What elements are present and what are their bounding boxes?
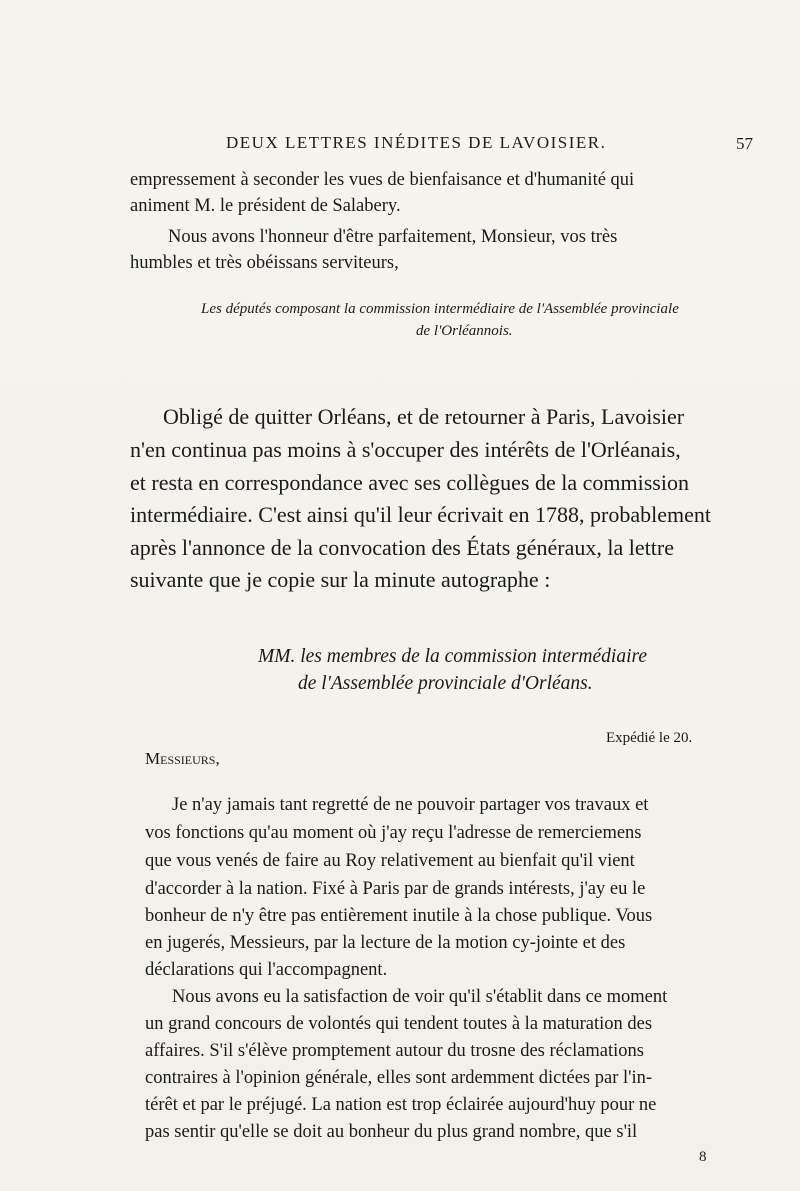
narrative-line: intermédiaire. C'est ainsi qu'il leur écrivait en 1788, probablement xyxy=(130,502,711,527)
dispatch-note: Expédié le 20. xyxy=(606,730,693,746)
page-number: 57 xyxy=(736,134,753,153)
narrative-line: et resta en correspondance avec ses collègues de la commission xyxy=(130,470,689,495)
text-line: empressement à seconder les vues de bienfaisance et d'humanité qui xyxy=(130,170,635,190)
text-line: animent M. le président de Salabery. xyxy=(130,196,401,216)
letter-line: pas sentir qu'elle se doit au bonheur du plus grand nombre, que s'il xyxy=(145,1122,638,1142)
narrative-line: suivante que je copie sur la minute autographe : xyxy=(130,567,551,592)
signature-line-1: Les députés composant la commission intermédiaire de l'Assemblée provinciale xyxy=(201,301,679,317)
narrative-line: après l'annonce de la convocation des États généraux, la lettre xyxy=(130,535,674,560)
letter-line: affaires. S'il s'élève promptement autour du trosne des réclamations xyxy=(145,1041,644,1061)
letter-line: vos fonctions qu'au moment où j'ay reçu l'adresse de remerciemens xyxy=(145,823,642,843)
letter-line: térêt et par le préjugé. La nation est trop éclairée aujourd'huy pour ne xyxy=(145,1095,657,1115)
letter-line: contraires à l'opinion générale, elles sont ardemment dictées par l'in- xyxy=(145,1068,653,1088)
salutation: Messieurs, xyxy=(145,749,220,768)
letter-line: d'accorder à la nation. Fixé à Paris par de grands intérests, j'ay eu le xyxy=(145,879,646,899)
text-line: humbles et très obéissans serviteurs, xyxy=(130,253,399,273)
signature-line-2: de l'Orléannois. xyxy=(416,323,513,339)
letter-line: que vous venés de faire au Roy relativement au bienfait qu'il vient xyxy=(145,851,635,871)
narrative-line: n'en continua pas moins à s'occuper des intérêts de l'Orléanais, xyxy=(130,437,681,462)
letter-line: déclarations qui l'accompagnent. xyxy=(145,960,388,980)
letter-line: un grand concours de volontés qui tendent toutes à la maturation des xyxy=(145,1014,653,1034)
text-line: Nous avons l'honneur d'être parfaitement, Monsieur, vos très xyxy=(168,227,618,247)
narrative-line: Obligé de quitter Orléans, et de retourner à Paris, Lavoisier xyxy=(163,404,685,429)
address-line-1: MM. les membres de la commission intermédiaire xyxy=(258,646,648,667)
letter-line: bonheur de n'y être pas entièrement inutile à la chose publique. Vous xyxy=(145,906,653,926)
sheet-signature-number: 8 xyxy=(699,1149,707,1165)
letter-line: en jugerés, Messieurs, par la lecture de la motion cy-jointe et des xyxy=(145,933,626,953)
address-line-2: de l'Assemblée provinciale d'Orléans. xyxy=(298,673,593,694)
running-title: DEUX LETTRES INÉDITES DE LAVOISIER. xyxy=(226,133,607,152)
letter-line: Nous avons eu la satisfaction de voir qu'il s'établit dans ce moment xyxy=(172,987,668,1007)
letter-line: Je n'ay jamais tant regretté de ne pouvoir partager vos travaux et xyxy=(172,795,649,815)
